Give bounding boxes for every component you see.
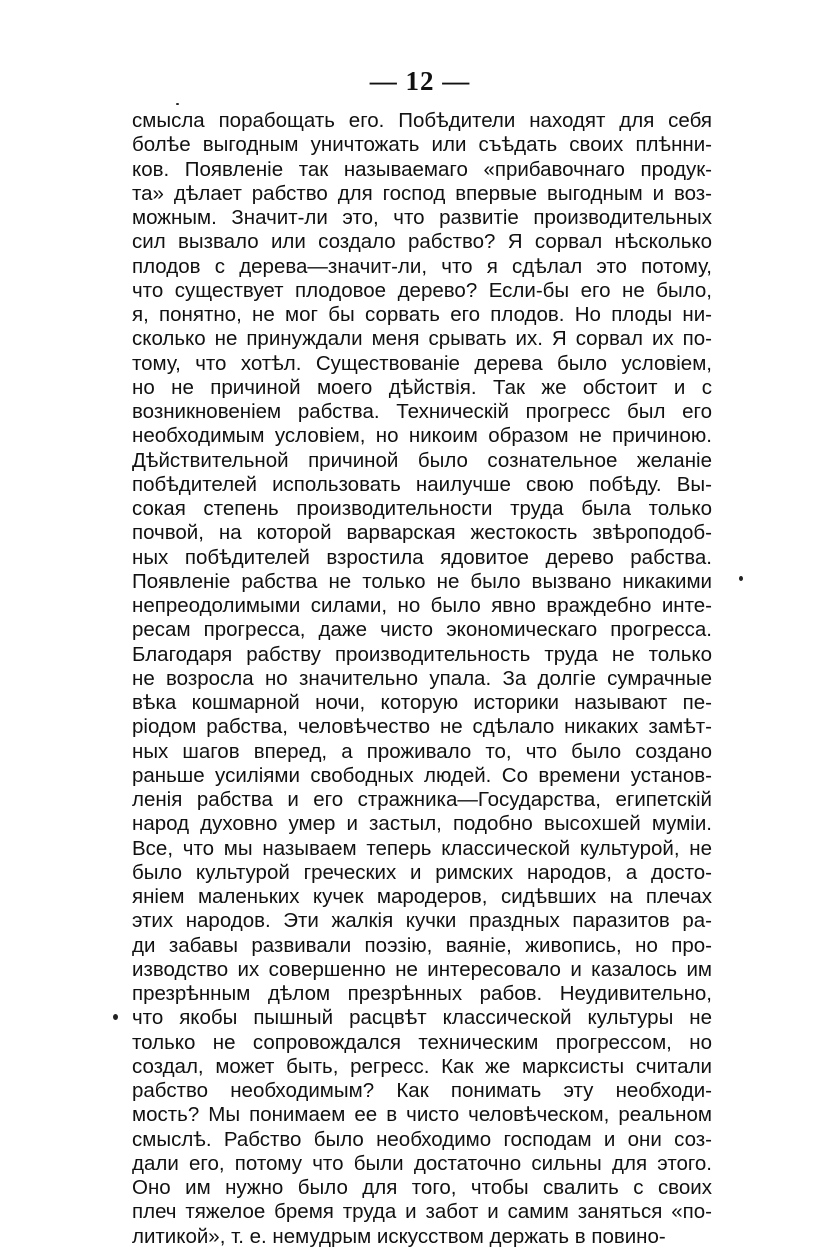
text-line: дали его, потому что были достаточно сильны для этого.	[132, 1151, 712, 1175]
text-line: ди забавы развивали поэзію, ваяніе, живопись, но про-	[132, 933, 712, 957]
text-line: сколько не принуждали меня срывать их. Я сорвал их по-	[132, 327, 712, 351]
text-line: плеч тяжелое бремя труда и забот и самим заняться «по-	[132, 1200, 712, 1224]
text-line: ленія рабства и его стражника—Государства, египетскій	[132, 788, 712, 811]
text-line: народ духовно умер и застыл, подобно высохшей муміи.	[132, 812, 712, 836]
text-line: болѣе выгодным уничтожать или съѣдать своих плѣнни-	[132, 133, 712, 157]
text-line: Все, что мы называем теперь классической культурой, не	[132, 836, 712, 860]
text-line: побѣдителей использовать наилучше свою побѣду. Вы-	[132, 472, 712, 496]
text-line: смысла порабощать его. Побѣдители находят для себя	[132, 109, 712, 132]
scan-speck	[176, 103, 179, 105]
text-line: создал, может быть, регресс. Как же марксисты считали	[132, 1054, 712, 1078]
text-line: ных побѣдителей взростила ядовитое дерево рабства.	[132, 545, 712, 569]
text-line: ных шагов вперед, а проживало то, что было создано	[132, 739, 712, 763]
text-line: возникновеніем рабства. Техническій прогресс был его	[132, 400, 712, 423]
text-line: но не причиной моего дѣйствія. Так же обстоит и с	[132, 375, 712, 399]
text-line: презрѣнным дѣлом презрѣнных рабов. Неудивительно,	[132, 982, 712, 1005]
text-line: ресам прогресса, даже чисто экономическаго прогресса.	[132, 618, 712, 642]
text-line: литикой», т. е. немудрым искусством держать в повино-	[132, 1224, 666, 1248]
text-line: не возросла но значительно упала. За долгіе сумрачные	[132, 666, 712, 690]
text-line: необходимым условіем, но никоим образом не причиною.	[132, 424, 712, 448]
text-line: раньше усиліями свободных людей. Со времени установ-	[132, 763, 712, 787]
text-line: я, понятно, не мог бы сорвать его плодов. Но плоды ни-	[132, 303, 712, 326]
text-line: что якобы пышный расцвѣт классической культуры не	[132, 1006, 712, 1030]
text-line: вѣка кошмарной ночи, которую историки называют пе-	[132, 691, 712, 714]
text-line: тому, что хотѣл. Существованіе дерева было условіем,	[132, 351, 712, 375]
text-line: смыслѣ. Рабство было необходимо господам и они соз-	[132, 1127, 712, 1151]
text-line: та» дѣлает рабство для господ впервые выгодным и воз-	[132, 181, 712, 205]
body-text	[132, 109, 712, 1249]
scan-speck	[739, 576, 743, 581]
text-line: было культурой греческих и римских народов, а досто-	[132, 860, 712, 884]
text-line: ріодом рабства, человѣчество не сдѣлало никаких замѣт-	[132, 715, 712, 739]
text-line: Дѣйствительной причиной было сознательное желаніе	[132, 448, 712, 472]
text-line: непреодолимыми силами, но было явно враждебно инте-	[132, 594, 712, 617]
text-line: изводство их совершенно не интересовало и казалось им	[132, 957, 712, 981]
text-line: ков. Появленіе так называемаго «прибавочнаго продук-	[132, 157, 712, 181]
text-line: только не сопровождался техническим прогрессом, но	[132, 1030, 712, 1054]
text-line: этих народов. Эти жалкія кучки праздных паразитов ра-	[132, 909, 712, 933]
text-line: сокая степень производительности труда была только	[132, 497, 712, 520]
text-line: почвой, на которой варварская жестокость звѣроподоб-	[132, 521, 712, 545]
text-line: Появленіе рабства не только не было вызвано никакими	[132, 569, 712, 593]
text-line: яніем маленьких кучек мародеров, сидѣвших на плечах	[132, 885, 712, 908]
text-line: сил вызвало или создало рабство? Я сорвал нѣсколько	[132, 230, 712, 254]
text-line: что существует плодовое дерево? Если-бы его не было,	[132, 278, 712, 302]
text-line: рабство необходимым? Как понимать эту необходи-	[132, 1079, 712, 1102]
text-line: Оно им нужно было для того, чтобы свалить с своих	[132, 1176, 712, 1199]
scan-speck	[113, 1014, 118, 1020]
text-line: Благодаря рабству производительность труда не только	[132, 642, 712, 666]
page-number: — 12 —	[369, 66, 471, 96]
text-line: мость? Мы понимаем ее в чисто человѣческом, реальном	[132, 1103, 712, 1127]
text-line: плодов с дерева—значит-ли, что я сдѣлал это потому,	[132, 254, 712, 278]
text-line: можным. Значит-ли это, что развитіе производительных	[132, 206, 712, 229]
